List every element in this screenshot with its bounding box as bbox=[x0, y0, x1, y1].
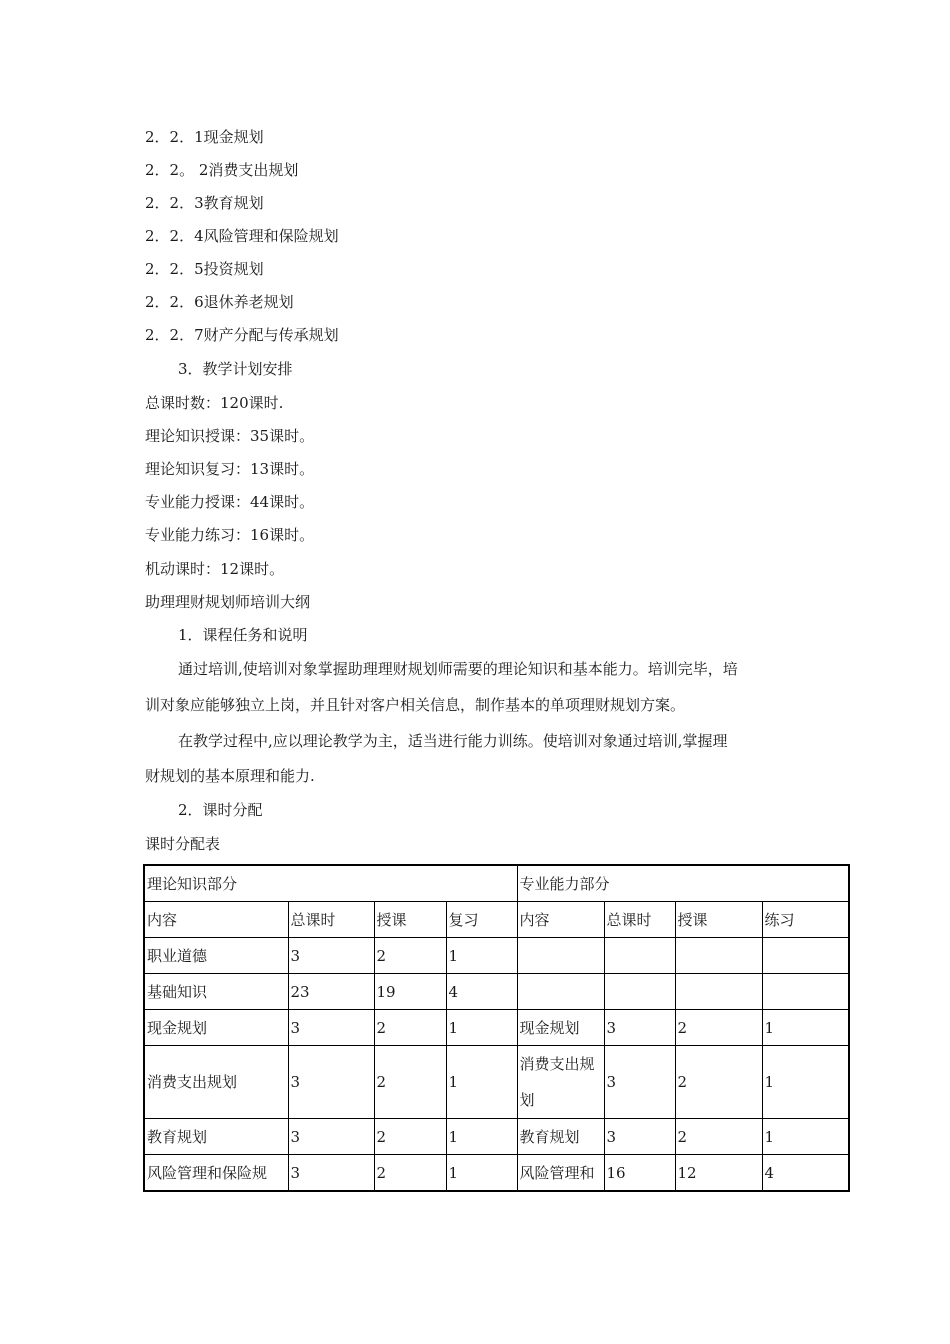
table-cell: 3 bbox=[288, 1155, 374, 1192]
table-row bbox=[144, 1155, 849, 1192]
table-cell: 19 bbox=[374, 974, 446, 1010]
section-2-2-7: 2．2．7财产分配与传承规划 bbox=[145, 326, 339, 344]
section-2-2-3: 2．2．3教育规划 bbox=[145, 194, 264, 212]
theory-review-hours: 理论知识复习：13课时。 bbox=[145, 460, 315, 478]
header-cell: 练习 bbox=[762, 902, 849, 938]
table-cell: 教育规划 bbox=[144, 1119, 288, 1155]
section-2-2-1: 2．2．1现金规划 bbox=[145, 128, 264, 146]
section-2-2-5: 2．2．5投资规划 bbox=[145, 260, 264, 278]
header-cell: 授课 bbox=[374, 902, 446, 938]
table-cell bbox=[517, 938, 604, 974]
table-cell: 3 bbox=[288, 1119, 374, 1155]
table-cell bbox=[517, 974, 604, 1010]
table-cell: 风险管理和保险规 bbox=[144, 1155, 288, 1192]
table-caption: 课时分配表 bbox=[145, 835, 221, 853]
section-2-2-2: 2．2。 2消费支出规划 bbox=[145, 161, 299, 179]
table-cell bbox=[675, 938, 762, 974]
heading-hour-allocation: 2．课时分配 bbox=[178, 801, 263, 819]
header-cell: 复习 bbox=[446, 902, 517, 938]
skill-practice-hours: 专业能力练习：16课时。 bbox=[145, 526, 315, 544]
table-cell: 2 bbox=[675, 1046, 762, 1119]
table-cell bbox=[604, 974, 675, 1010]
table-cell: 2 bbox=[374, 1046, 446, 1119]
table-cell: 消费支出规划 bbox=[144, 1046, 288, 1119]
table-cell: 职业道德 bbox=[144, 938, 288, 974]
table-cell: 2 bbox=[675, 1010, 762, 1046]
hour-allocation-table bbox=[143, 864, 850, 1192]
table-cell: 1 bbox=[762, 1046, 849, 1119]
total-hours: 总课时数：120课时. bbox=[145, 394, 284, 412]
table-cell: 23 bbox=[288, 974, 374, 1010]
table-cell: 16 bbox=[604, 1155, 675, 1192]
table-cell bbox=[762, 938, 849, 974]
table-cell: 3 bbox=[288, 1010, 374, 1046]
skill-lecture-hours: 专业能力授课：44课时。 bbox=[145, 493, 315, 511]
flexible-hours: 机动课时：12课时。 bbox=[145, 560, 285, 578]
outline-title: 助理理财规划师培训大纲 bbox=[145, 593, 311, 611]
table-cell: 3 bbox=[604, 1119, 675, 1155]
table-cell: 2 bbox=[374, 1119, 446, 1155]
paragraph-1-line-2: 训对象应能够独立上岗，并且针对客户相关信息，制作基本的单项理财规划方案。 bbox=[145, 696, 686, 714]
table-row bbox=[144, 1010, 849, 1046]
table-cell: 现金规划 bbox=[144, 1010, 288, 1046]
paragraph-1-line-1: 通过培训,使培训对象掌握助理理财规划师需要的理论知识和基本能力。培训完毕，培 bbox=[178, 660, 738, 678]
header-cell: 内容 bbox=[144, 902, 288, 938]
table-cell: 教育规划 bbox=[517, 1119, 604, 1155]
table-cell: 3 bbox=[604, 1010, 675, 1046]
header-cell: 总课时 bbox=[604, 902, 675, 938]
heading-course-task: 1．课程任务和说明 bbox=[178, 626, 308, 644]
paragraph-2-line-2: 财规划的基本原理和能力. bbox=[145, 767, 315, 785]
table-cell: 基础知识 bbox=[144, 974, 288, 1010]
table-cell: 消费支出规划 bbox=[517, 1046, 604, 1119]
header-cell: 内容 bbox=[517, 902, 604, 938]
table-cell: 1 bbox=[762, 1119, 849, 1155]
table-cell: 3 bbox=[288, 938, 374, 974]
table-cell: 1 bbox=[446, 1046, 517, 1119]
table-cell: 3 bbox=[288, 1046, 374, 1119]
table-cell bbox=[762, 974, 849, 1010]
section-2-2-4: 2．2．4风险管理和保险规划 bbox=[145, 227, 339, 245]
table-group-header-row bbox=[144, 865, 849, 902]
table-header-row bbox=[144, 902, 849, 938]
table-row bbox=[144, 1119, 849, 1155]
table-cell: 4 bbox=[762, 1155, 849, 1192]
theory-lecture-hours: 理论知识授课：35课时。 bbox=[145, 427, 315, 445]
table-cell: 1 bbox=[762, 1010, 849, 1046]
heading-teaching-plan: 3．教学计划安排 bbox=[178, 360, 293, 378]
table-cell: 1 bbox=[446, 1155, 517, 1192]
header-cell: 授课 bbox=[675, 902, 762, 938]
table-row bbox=[144, 938, 849, 974]
table-cell: 1 bbox=[446, 1119, 517, 1155]
table-cell: 2 bbox=[374, 1010, 446, 1046]
group-theory: 理论知识部分 bbox=[144, 865, 517, 902]
table-cell: 风险管理和 bbox=[517, 1155, 604, 1192]
group-skill: 专业能力部分 bbox=[517, 865, 849, 902]
header-cell: 总课时 bbox=[288, 902, 374, 938]
table-cell bbox=[604, 938, 675, 974]
table-cell: 1 bbox=[446, 938, 517, 974]
table-cell: 1 bbox=[446, 1010, 517, 1046]
table-cell: 2 bbox=[374, 1155, 446, 1192]
paragraph-2-line-1: 在教学过程中,应以理论教学为主，适当进行能力训练。使培训对象通过培训,掌握理 bbox=[178, 732, 728, 750]
table-cell: 4 bbox=[446, 974, 517, 1010]
table-cell: 2 bbox=[374, 938, 446, 974]
table-cell bbox=[675, 974, 762, 1010]
table-row bbox=[144, 974, 849, 1010]
table-cell: 现金规划 bbox=[517, 1010, 604, 1046]
table-row bbox=[144, 1046, 849, 1119]
table-cell: 2 bbox=[675, 1119, 762, 1155]
table-cell: 12 bbox=[675, 1155, 762, 1192]
section-2-2-6: 2．2．6退休养老规划 bbox=[145, 293, 294, 311]
table-cell: 3 bbox=[604, 1046, 675, 1119]
